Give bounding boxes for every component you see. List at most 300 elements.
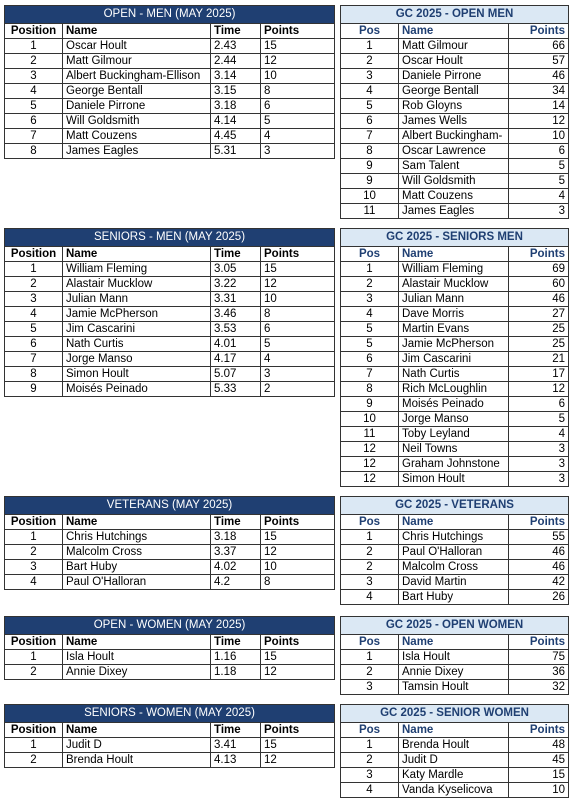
table-cell: Brenda Hoult	[63, 753, 211, 768]
table-cell: 6	[509, 144, 569, 159]
monthly-results-open-men-table	[4, 5, 335, 159]
table-cell: 2	[5, 545, 63, 560]
table-cell: Jim Cascarini	[63, 322, 211, 337]
table-row	[5, 337, 335, 352]
table-row	[341, 322, 569, 337]
table-cell: Albert Buckingham-	[399, 129, 509, 144]
table-row	[341, 307, 569, 322]
table-cell: 2	[341, 665, 399, 680]
table-cell: 15	[261, 39, 335, 54]
table-cell: 1	[5, 530, 63, 545]
column-header: Points	[509, 247, 569, 262]
table-row	[5, 575, 335, 590]
table-row	[341, 665, 569, 680]
table-cell: 34	[509, 84, 569, 99]
table-cell: 48	[509, 738, 569, 753]
table-row	[5, 753, 335, 768]
column-header: Points	[261, 24, 335, 39]
table-row	[341, 545, 569, 560]
table-cell: Moisés Peinado	[399, 397, 509, 412]
column-header: Pos	[341, 515, 399, 530]
table-row	[341, 262, 569, 277]
column-header: Time	[211, 515, 261, 530]
table-row	[341, 738, 569, 753]
table-cell: 32	[509, 680, 569, 695]
table-cell: Nath Curtis	[63, 337, 211, 352]
table-cell: 1	[341, 650, 399, 665]
column-header: Time	[211, 723, 261, 738]
table-cell: Rob Gloyns	[399, 99, 509, 114]
table-row	[5, 382, 335, 397]
column-header: Position	[5, 247, 63, 262]
table-cell: 3.14	[211, 69, 261, 84]
table-row	[5, 352, 335, 367]
table-row	[341, 397, 569, 412]
table-cell: 1	[341, 39, 399, 54]
table-cell: 8	[5, 367, 63, 382]
table-cell: 5	[509, 174, 569, 189]
gc-standings-seniors-women-table	[340, 704, 569, 798]
table-cell: 3	[341, 680, 399, 695]
table-cell: Annie Dixey	[63, 665, 211, 680]
table-cell: Julian Mann	[399, 292, 509, 307]
column-header: Points	[261, 515, 335, 530]
table-cell: Oscar Hoult	[399, 54, 509, 69]
table-cell: 12	[261, 665, 335, 680]
column-header: Pos	[341, 635, 399, 650]
column-header: Points	[261, 723, 335, 738]
table-row	[341, 753, 569, 768]
table-cell: 3.46	[211, 307, 261, 322]
table-row	[5, 292, 335, 307]
table-row	[341, 457, 569, 472]
table-cell: Rich McLoughlin	[399, 382, 509, 397]
table-cell: Oscar Lawrence	[399, 144, 509, 159]
table-cell: Matt Couzens	[399, 189, 509, 204]
table-cell: 1.18	[211, 665, 261, 680]
table-row	[341, 84, 569, 99]
table-cell: 69	[509, 262, 569, 277]
table-row	[5, 367, 335, 382]
column-header: Pos	[341, 24, 399, 39]
table-cell: 9	[341, 174, 399, 189]
gc-standings-veterans-table	[340, 496, 569, 605]
column-header: Position	[5, 723, 63, 738]
table-title: OPEN - WOMEN (MAY 2025)	[5, 617, 335, 635]
monthly-results-open-women-table	[4, 616, 335, 680]
table-cell: 5	[341, 322, 399, 337]
table-cell: 6	[261, 322, 335, 337]
table-cell: 6	[509, 397, 569, 412]
table-title: GC 2025 - OPEN WOMEN	[341, 617, 569, 635]
table-title: GC 2025 - OPEN MEN	[341, 6, 569, 24]
table-title: GC 2025 - SENIORS MEN	[341, 229, 569, 247]
table-cell: 7	[5, 129, 63, 144]
table-row	[341, 412, 569, 427]
table-cell: 3	[261, 144, 335, 159]
table-cell: 7	[341, 367, 399, 382]
table-cell: 4	[261, 352, 335, 367]
table-cell: 2	[341, 277, 399, 292]
column-header: Points	[509, 635, 569, 650]
table-cell: 4	[341, 783, 399, 798]
table-cell: 8	[341, 382, 399, 397]
table-cell: 75	[509, 650, 569, 665]
table-cell: 4.45	[211, 129, 261, 144]
table-row	[341, 54, 569, 69]
table-title-row	[341, 229, 569, 247]
table-cell: 4	[5, 307, 63, 322]
table-cell: Dave Morris	[399, 307, 509, 322]
column-header: Points	[509, 723, 569, 738]
table-cell: 46	[509, 69, 569, 84]
column-header: Pos	[341, 723, 399, 738]
table-cell: Paul O'Halloran	[399, 545, 509, 560]
header-row	[5, 635, 335, 650]
table-row	[5, 144, 335, 159]
table-title-row	[5, 6, 335, 24]
table-cell: 2	[341, 54, 399, 69]
table-cell: 3.18	[211, 99, 261, 114]
table-title-row	[341, 705, 569, 723]
table-cell: 4	[509, 189, 569, 204]
table-cell: Judit D	[399, 753, 509, 768]
column-header: Time	[211, 247, 261, 262]
table-cell: Jorge Manso	[63, 352, 211, 367]
table-cell: 1	[341, 530, 399, 545]
table-cell: 6	[5, 337, 63, 352]
table-cell: 1	[5, 738, 63, 753]
table-cell: 4.2	[211, 575, 261, 590]
table-title-row	[5, 497, 335, 515]
table-cell: 3	[5, 292, 63, 307]
table-cell: 5	[261, 114, 335, 129]
table-cell: 4	[261, 129, 335, 144]
table-cell: Chris Hutchings	[63, 530, 211, 545]
table-cell: 8	[261, 575, 335, 590]
table-cell: Vanda Kyselicova	[399, 783, 509, 798]
table-cell: 5.31	[211, 144, 261, 159]
table-cell: 36	[509, 665, 569, 680]
table-cell: Annie Dixey	[399, 665, 509, 680]
table-cell: 6	[341, 352, 399, 367]
header-row	[5, 723, 335, 738]
table-title-row	[341, 6, 569, 24]
table-cell: George Bentall	[63, 84, 211, 99]
table-cell: 3	[341, 292, 399, 307]
table-cell: 3.31	[211, 292, 261, 307]
table-cell: 8	[261, 84, 335, 99]
table-cell: Judit D	[63, 738, 211, 753]
table-cell: Matt Gilmour	[63, 54, 211, 69]
table-row	[341, 427, 569, 442]
table-cell: 5	[509, 159, 569, 174]
table-cell: 2.43	[211, 39, 261, 54]
table-row	[341, 174, 569, 189]
table-cell: 2	[5, 665, 63, 680]
table-row	[341, 352, 569, 367]
table-cell: 46	[509, 560, 569, 575]
table-cell: Oscar Hoult	[63, 39, 211, 54]
table-cell: 25	[509, 337, 569, 352]
table-cell: 7	[341, 129, 399, 144]
column-header: Points	[261, 635, 335, 650]
gc-standings-seniors-men-table	[340, 228, 569, 487]
table-cell: William Fleming	[63, 262, 211, 277]
table-cell: Toby Leyland	[399, 427, 509, 442]
table-cell: 15	[261, 262, 335, 277]
table-cell: 5.07	[211, 367, 261, 382]
table-cell: 45	[509, 753, 569, 768]
table-title-row	[341, 617, 569, 635]
table-cell: Isla Hoult	[399, 650, 509, 665]
table-title-row	[5, 229, 335, 247]
table-cell: 4.13	[211, 753, 261, 768]
table-cell: 27	[509, 307, 569, 322]
header-row	[5, 247, 335, 262]
table-cell: 15	[509, 768, 569, 783]
table-cell: 12	[509, 382, 569, 397]
table-cell: James Wells	[399, 114, 509, 129]
column-header: Position	[5, 515, 63, 530]
table-cell: 5	[261, 337, 335, 352]
table-row	[5, 39, 335, 54]
table-cell: James Eagles	[399, 204, 509, 219]
table-cell: 3.05	[211, 262, 261, 277]
table-row	[341, 159, 569, 174]
table-cell: William Fleming	[399, 262, 509, 277]
column-header: Name	[399, 24, 509, 39]
table-row	[341, 590, 569, 605]
table-cell: 1	[341, 738, 399, 753]
table-cell: Matt Gilmour	[399, 39, 509, 54]
table-cell: 9	[341, 159, 399, 174]
table-cell: 8	[5, 144, 63, 159]
table-cell: 3.41	[211, 738, 261, 753]
table-row	[5, 322, 335, 337]
table-cell: 4	[341, 307, 399, 322]
table-cell: 3	[341, 575, 399, 590]
table-row	[341, 69, 569, 84]
table-row	[5, 54, 335, 69]
table-row	[5, 530, 335, 545]
table-cell: 3.18	[211, 530, 261, 545]
table-title-row	[341, 497, 569, 515]
table-cell: 9	[5, 382, 63, 397]
table-cell: Daniele Pirrone	[399, 69, 509, 84]
table-cell: 4.02	[211, 560, 261, 575]
table-cell: 25	[509, 322, 569, 337]
table-row	[341, 560, 569, 575]
table-cell: Matt Couzens	[63, 129, 211, 144]
table-row	[5, 545, 335, 560]
header-row	[5, 515, 335, 530]
table-cell: 12	[261, 54, 335, 69]
table-cell: 11	[341, 427, 399, 442]
table-row	[341, 129, 569, 144]
table-cell: 1	[5, 39, 63, 54]
table-cell: Jim Cascarini	[399, 352, 509, 367]
table-cell: 2.44	[211, 54, 261, 69]
table-row	[341, 768, 569, 783]
table-row	[5, 114, 335, 129]
table-row	[341, 367, 569, 382]
column-header: Name	[63, 635, 211, 650]
table-cell: 17	[509, 367, 569, 382]
gc-standings-open-women-table	[340, 616, 569, 695]
table-cell: Alastair Mucklow	[399, 277, 509, 292]
table-row	[341, 204, 569, 219]
table-cell: 12	[261, 753, 335, 768]
table-cell: 12	[509, 114, 569, 129]
table-cell: 3	[509, 204, 569, 219]
table-cell: 4	[341, 84, 399, 99]
table-cell: 3	[5, 69, 63, 84]
column-header: Name	[63, 723, 211, 738]
header-row	[341, 515, 569, 530]
table-cell: Katy Mardle	[399, 768, 509, 783]
table-cell: 6	[341, 114, 399, 129]
table-cell: 3.37	[211, 545, 261, 560]
table-cell: 2	[5, 277, 63, 292]
table-cell: 12	[341, 472, 399, 487]
table-cell: Jamie McPherson	[399, 337, 509, 352]
table-cell: 3	[341, 768, 399, 783]
table-cell: 2	[341, 753, 399, 768]
table-cell: 12	[261, 545, 335, 560]
table-cell: 7	[5, 352, 63, 367]
table-cell: Isla Hoult	[63, 650, 211, 665]
table-cell: 2	[5, 54, 63, 69]
table-cell: 4.14	[211, 114, 261, 129]
monthly-results-seniors-men-table	[4, 228, 335, 397]
table-cell: 5	[341, 99, 399, 114]
table-cell: 3	[341, 69, 399, 84]
table-title: GC 2025 - VETERANS	[341, 497, 569, 515]
table-row	[341, 382, 569, 397]
table-cell: 10	[261, 292, 335, 307]
table-cell: Bart Huby	[399, 590, 509, 605]
table-cell: Chris Hutchings	[399, 530, 509, 545]
table-cell: Martin Evans	[399, 322, 509, 337]
table-cell: 55	[509, 530, 569, 545]
table-title: VETERANS (MAY 2025)	[5, 497, 335, 515]
column-header: Name	[63, 24, 211, 39]
column-header: Position	[5, 635, 63, 650]
table-row	[5, 129, 335, 144]
table-cell: 66	[509, 39, 569, 54]
table-row	[5, 738, 335, 753]
table-row	[341, 189, 569, 204]
table-cell: 10	[261, 560, 335, 575]
table-row	[5, 84, 335, 99]
table-row	[5, 262, 335, 277]
table-row	[5, 307, 335, 322]
column-header: Time	[211, 24, 261, 39]
table-cell: Jamie McPherson	[63, 307, 211, 322]
column-header: Name	[63, 515, 211, 530]
table-cell: 15	[261, 738, 335, 753]
table-cell: Will Goldsmith	[63, 114, 211, 129]
table-cell: Neil Towns	[399, 442, 509, 457]
table-title: SENIORS - MEN (MAY 2025)	[5, 229, 335, 247]
column-header: Points	[509, 515, 569, 530]
table-row	[341, 680, 569, 695]
monthly-results-seniors-women-table	[4, 704, 335, 768]
column-header: Name	[399, 723, 509, 738]
table-cell: 5	[5, 99, 63, 114]
table-cell: 14	[509, 99, 569, 114]
table-cell: 10	[509, 783, 569, 798]
column-header: Name	[399, 515, 509, 530]
table-cell: 8	[341, 144, 399, 159]
table-cell: 57	[509, 54, 569, 69]
table-cell: 9	[341, 397, 399, 412]
table-row	[5, 650, 335, 665]
table-cell: 12	[341, 442, 399, 457]
column-header: Points	[509, 24, 569, 39]
table-row	[5, 665, 335, 680]
table-cell: Simon Hoult	[399, 472, 509, 487]
table-row	[341, 39, 569, 54]
table-cell: 21	[509, 352, 569, 367]
header-row	[5, 24, 335, 39]
table-cell: Graham Johnstone	[399, 457, 509, 472]
table-cell: 2	[341, 545, 399, 560]
table-cell: 11	[341, 204, 399, 219]
table-cell: Brenda Hoult	[399, 738, 509, 753]
table-cell: 3.15	[211, 84, 261, 99]
table-cell: David Martin	[399, 575, 509, 590]
table-cell: Moisés Peinado	[63, 382, 211, 397]
table-cell: Malcolm Cross	[399, 560, 509, 575]
table-row	[341, 472, 569, 487]
table-cell: Albert Buckingham-Ellison	[63, 69, 211, 84]
table-cell: 6	[261, 99, 335, 114]
column-header: Name	[63, 247, 211, 262]
table-cell: 46	[509, 545, 569, 560]
table-row	[341, 575, 569, 590]
header-row	[341, 247, 569, 262]
table-row	[341, 442, 569, 457]
table-cell: 6	[5, 114, 63, 129]
table-row	[341, 530, 569, 545]
table-cell: Sam Talent	[399, 159, 509, 174]
table-cell: 1	[341, 262, 399, 277]
table-cell: 3	[5, 560, 63, 575]
table-cell: 12	[341, 457, 399, 472]
table-row	[341, 99, 569, 114]
table-cell: Bart Huby	[63, 560, 211, 575]
table-cell: 1.16	[211, 650, 261, 665]
table-cell: 10	[341, 412, 399, 427]
gc-standings-open-men-table	[340, 5, 569, 219]
table-cell: Paul O'Halloran	[63, 575, 211, 590]
table-cell: 60	[509, 277, 569, 292]
column-header: Position	[5, 24, 63, 39]
table-cell: Malcolm Cross	[63, 545, 211, 560]
table-cell: 5.33	[211, 382, 261, 397]
column-header: Points	[261, 247, 335, 262]
monthly-results-veterans-table	[4, 496, 335, 590]
header-row	[341, 635, 569, 650]
table-cell: Julian Mann	[63, 292, 211, 307]
table-cell: 26	[509, 590, 569, 605]
table-cell: 15	[261, 530, 335, 545]
table-row	[341, 783, 569, 798]
table-cell: 5	[509, 412, 569, 427]
table-cell: 5	[5, 322, 63, 337]
